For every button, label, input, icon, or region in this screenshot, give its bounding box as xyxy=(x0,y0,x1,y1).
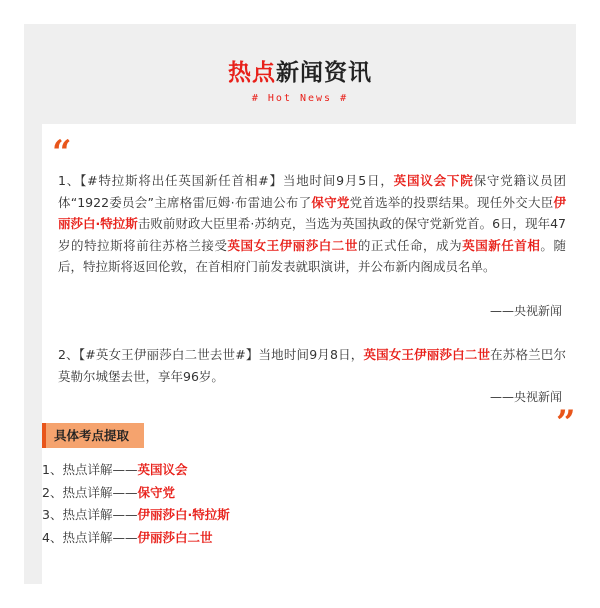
news-1-text-5: 的正式任命，成为 xyxy=(357,237,463,253)
list-item xyxy=(42,504,230,527)
point-prefix: 2、热点详解—— xyxy=(42,484,138,500)
page-subtitle: # Hot News # xyxy=(251,93,349,104)
section-title-tag: 具体考点提取 xyxy=(42,423,144,448)
close-quote-icon: ” xyxy=(556,403,576,443)
news-1-highlight-3: 伊丽莎白·特拉斯 xyxy=(58,194,566,232)
point-prefix: 4、热点详解—— xyxy=(42,529,138,545)
list-item xyxy=(42,482,230,505)
points-list xyxy=(42,459,230,549)
list-item xyxy=(42,527,230,550)
news-1-text-1: 1、【#特拉斯将出任英国新任首相#】当地时间9月5日， xyxy=(58,173,394,188)
news-2-source: ——央视新闻 xyxy=(489,390,562,404)
point-term: 保守党 xyxy=(137,484,175,500)
news-2-highlight-1: 英国女王伊丽莎白二世 xyxy=(363,347,491,362)
open-quote-icon: “ xyxy=(52,133,72,173)
news-1-highlight-2: 保守党 xyxy=(311,194,350,210)
list-item xyxy=(42,459,230,482)
point-prefix: 1、热点详解—— xyxy=(42,462,138,477)
news-1-highlight-1: 英国议会下院 xyxy=(393,173,474,188)
news-2-text-2: 在苏格兰巴尔莫勒尔城堡去世，享年96岁。 xyxy=(58,347,566,384)
point-term: 英国议会 xyxy=(137,462,188,477)
news-1-text-3: 党首选举的投票结果。现任外交大臣 xyxy=(349,194,554,210)
point-term: 伊丽莎白·特拉斯 xyxy=(137,507,230,522)
news-1-highlight-5: 英国新任首相 xyxy=(462,237,541,253)
news-1-source: ——央视新闻 xyxy=(489,304,562,318)
title-accent: 热点 xyxy=(228,60,276,86)
news-1-text-2: 保守党籍议员团体“1922委员会”主席格雷厄姆·布雷迪公布了 xyxy=(58,173,566,210)
news-2-text-1: 2、【#英女王伊丽莎白二世去世#】当地时间9月8日， xyxy=(58,347,364,362)
page-title xyxy=(24,54,576,87)
news-1-highlight-4: 英国女王伊丽莎白二世 xyxy=(227,237,358,253)
news-1-text-6: 。随后，特拉斯将返回伦敦，在首相府门前发表就职演讲，并公布新内阁成员名单。 xyxy=(58,237,566,275)
point-term: 伊丽莎白二世 xyxy=(137,529,213,545)
news-item-2 xyxy=(58,344,566,387)
title-rest: 新闻资讯 xyxy=(276,60,372,86)
point-prefix: 3、热点详解—— xyxy=(42,507,138,522)
news-1-text-4: 击败前财政大臣里希·苏纳克，当选为英国执政的保守党新党首。6日，现年47岁的特拉斯将前往苏格兰接受 xyxy=(58,216,566,253)
news-item-1 xyxy=(58,170,566,278)
